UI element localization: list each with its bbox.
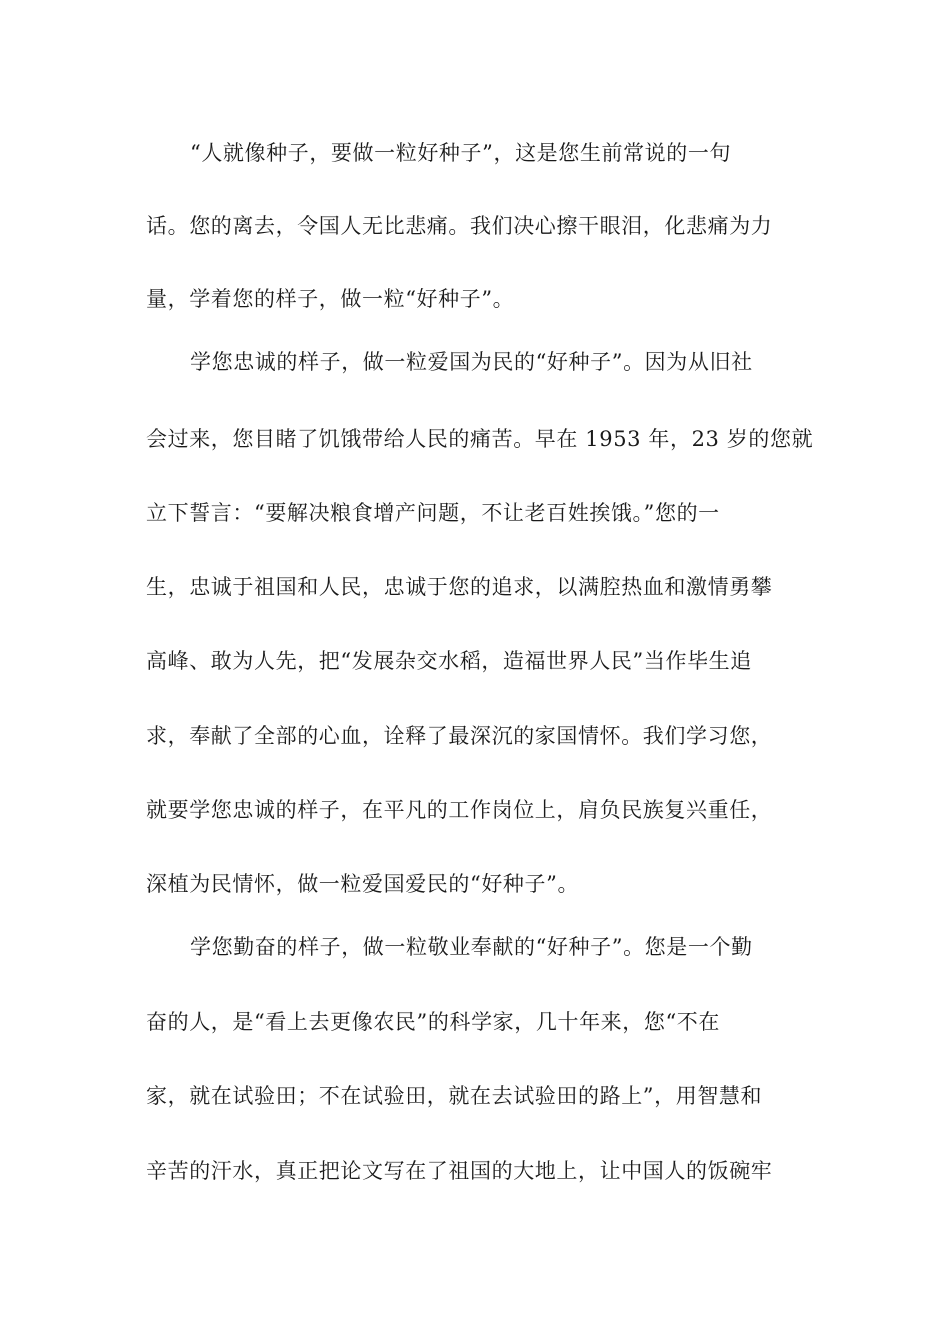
paragraph-1-line-2: 话。您的离去，令国人无比悲痛。我们决心擦干眼泪，化悲痛为力	[146, 214, 773, 238]
paragraph-3-line-3: 家，就在试验田；不在试验田，就在去试验田的路上”，用智慧和	[146, 1084, 763, 1108]
paragraph-2-line-1: 学您忠诚的样子，做一粒爱国为民的“好种子”。因为从旧社	[190, 350, 753, 374]
paragraph-2-line-3: 立下誓言：“要解决粮食增产问题，不让老百姓挨饿。”您的一	[146, 501, 720, 525]
paragraph-2-line-7: 就要学您忠诚的样子，在平凡的工作岗位上，肩负民族复兴重任，	[146, 798, 773, 822]
paragraph-3-line-1: 学您勤奋的样子，做一粒敬业奉献的“好种子”。您是一个勤	[190, 935, 753, 959]
paragraph-1-line-1: “人就像种子，要做一粒好种子”，这是您生前常说的一句	[190, 141, 732, 165]
paragraph-2-line-6: 求，奉献了全部的心血，诠释了最深沉的家国情怀。我们学习您，	[146, 724, 773, 748]
paragraph-2-line-2: 会过来，您目睹了饥饿带给人民的痛苦。早在 1953 年，23 岁的您就	[146, 427, 814, 451]
paragraph-3-line-2: 奋的人，是“看上去更像农民”的科学家，几十年来，您“不在	[146, 1010, 721, 1034]
paragraph-3-line-4: 辛苦的汗水，真正把论文写在了祖国的大地上，让中国人的饭碗牢	[146, 1159, 773, 1183]
paragraph-2-line-5: 高峰、敢为人先，把“发展杂交水稻，造福世界人民”当作毕生追	[146, 649, 752, 673]
paragraph-2-line-4: 生，忠诚于祖国和人民，忠诚于您的追求，以满腔热血和激情勇攀	[146, 575, 773, 599]
paragraph-2-line-8: 深植为民情怀，做一粒爱国爱民的“好种子”。	[146, 872, 580, 896]
paragraph-1-line-3: 量，学着您的样子，做一粒“好种子”。	[146, 287, 515, 311]
